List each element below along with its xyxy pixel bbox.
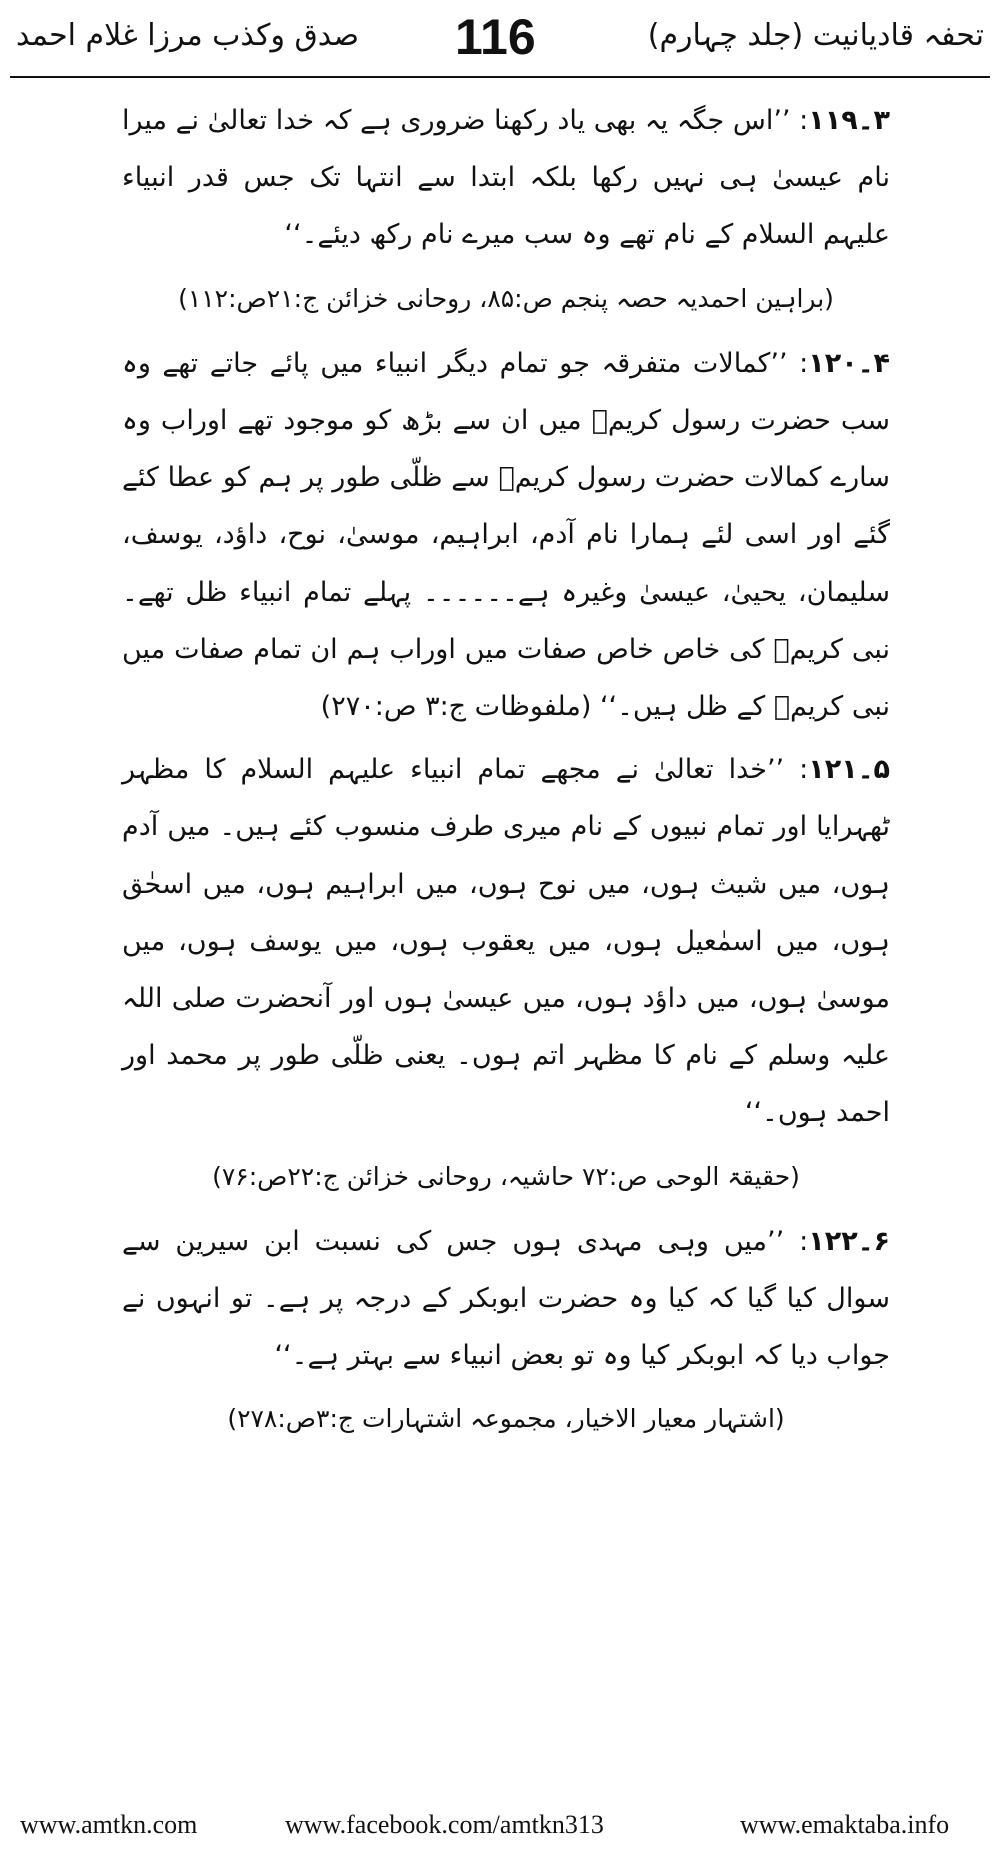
entry-number: ۴۔۱۲۰ <box>808 347 890 379</box>
entry-1 <box>122 92 890 264</box>
page-number: 116 <box>455 9 536 65</box>
entry-2 <box>122 335 890 735</box>
entry-number: ۶۔۱۲۲ <box>808 1225 890 1257</box>
entry-number: ۵۔۱۲۱ <box>808 754 890 786</box>
footer-link-facebook[interactable]: www.facebook.com/amtkn313 <box>285 1810 604 1839</box>
header-divider <box>10 76 990 78</box>
page-header <box>0 0 1000 80</box>
entry-3 <box>122 741 890 1141</box>
entry-text: : ’’کمالات متفرقہ جو تمام دیگر انبیاء میں پائے جاتے تھے وہ سب حضرت رسول کریمؐ میں ان سے بڑھ کو موجود تھے اوراب وہ سارے کمالات حضرت رسول کریمؐ سے ظلّی طور پر ہم کو عطا کئے گئے اور اسی لئے ہمارا نام آدم، ابراہیم، موسیٰ، نوح، داؤد، یوسف، سلیمان، یحییٰ، عیسیٰ وغیرہ ہے۔۔۔۔۔۔ پہلے تمام انبیاء ظل تھے۔ نبی کریمؐ کی خاص خاص صفات میں اوراب ہم ان تمام صفات میں نبی کریمؐ کے ظل ہیں۔‘‘ (ملفوظات ج:۳ ص:۲۷۰) <box>122 347 890 723</box>
entry-text: : ’’اس جگہ یہ بھی یاد رکھنا ضروری ہے کہ خدا تعالیٰ نے میرا نام عیسیٰ ہی نہیں رکھا بلکہ ابتدا سے انتہا تک جس قدر انبیاء علیہم السلام کے نام تھے وہ سب میرے نام رکھ دیئے۔‘‘ <box>122 105 890 251</box>
entry-reference: (براہین احمدیہ حصہ پنجم ص:۸۵، روحانی خزائن ج:۲۱ص:۱۱۲) <box>178 283 834 313</box>
entry-text: : ’’خدا تعالیٰ نے مجھے تمام انبیاء علیہم السلام کا مظہر ٹھہرایا اور تمام نبیوں کے نام میری طرف منسوب کئے ہیں۔ میں آدم ہوں، میں شیث ہوں، میں نوح ہوں، میں ابراہیم ہوں، میں اسحٰق ہوں، میں اسمٰعیل ہوں، میں یعقوب ہوں، میں یوسف ہوں، میں موسیٰ ہوں، میں داؤد ہوں، میں عیسیٰ ہوں اور آنحضرت صلی اللہ علیہ وسلم کے نام کا مظہر اتم ہوں۔ یعنی ظلّی طور پر محمد اور احمد ہوں۔‘‘ <box>122 754 890 1129</box>
entry-reference: (اشتہار معیار الاخیار، مجموعہ اشتہارات ج:۳ص:۲۷۸) <box>227 1404 785 1434</box>
section-title: صدق وکذب مرزا غلام احمد <box>16 18 359 53</box>
footer-link-amtkn[interactable]: www.amtkn.com <box>20 1810 198 1839</box>
entry-4 <box>122 1213 890 1385</box>
entry-text: : ’’میں وہی مہدی ہوں جس کی نسبت ابن سیرین سے سوال کیا گیا کہ کیا وہ حضرت ابوبکر کے درجہ پر ہے۔ تو انہوں نے جواب دیا کہ ابوبکر کیا وہ تو بعض انبیاء سے بہتر ہے۔‘‘ <box>122 1225 890 1372</box>
book-title: تحفہ قادیانیت (جلد چہارم) <box>647 18 984 53</box>
footer-link-emaktaba[interactable]: www.emaktaba.info <box>740 1810 950 1839</box>
entry-reference: (حقیقۃ الوحی ص:۷۲ حاشیہ، روحانی خزائن ج:۲۲ص:۷۶) <box>212 1161 800 1191</box>
entry-number: ۳۔۱۱۹ <box>808 105 890 136</box>
page-body <box>122 92 890 1456</box>
